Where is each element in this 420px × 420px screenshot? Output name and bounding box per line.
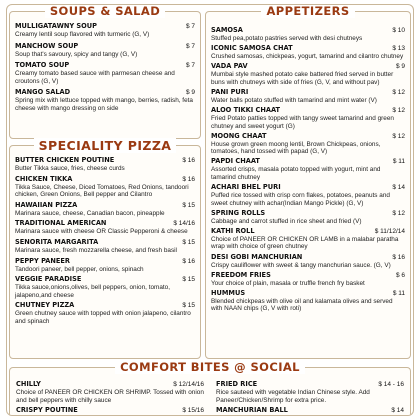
menu-item-price: $ 14 [391, 407, 404, 415]
comfort-column-left [16, 380, 204, 416]
menu-item-price: $ 12/14/16 [173, 381, 204, 388]
menu-item [211, 157, 405, 181]
menu-item [15, 301, 195, 325]
menu-item-name: SPRING ROLLS [211, 208, 266, 217]
menu-item [211, 62, 405, 86]
menu-item-name: FRIED RICE [216, 380, 258, 388]
menu-item-price: $ 11 [392, 158, 405, 166]
menu-item [211, 26, 405, 43]
menu-item-price: $ 12 [392, 132, 405, 140]
menu-item-description: Creamy tomato based sauce with parmesan cheese and croutons (G, V) [15, 70, 175, 85]
menu-item-name: ACHARI BHEL PURI [211, 183, 281, 192]
menu-item-header [16, 380, 204, 389]
menu-item-header [211, 183, 405, 192]
menu-item-name: VADA PAV [211, 62, 248, 71]
menu-item-name: MULLIGATAWNY SOUP [15, 22, 97, 30]
section-heading: SOUPS & SALAD [10, 4, 200, 18]
menu-item-description: Puffed rice tossed with crisp corn flakes, potatoes, peanuts and sweet chutney with achar(Indian Mango Pickle) (G, V) [211, 192, 390, 207]
menu-item-price: $ 11/12/14 [374, 227, 405, 235]
menu-item-header [211, 62, 405, 71]
menu-item-name: TRADITIONAL AMERICAN [15, 219, 107, 228]
section-heading: SPECIALITY PIZZA [10, 138, 200, 153]
menu-item [211, 106, 405, 130]
menu-item-description: Cabbage and carrot stuffed in rice sheet and fried (V) [211, 217, 362, 225]
menu-item-price: $ 16 [182, 175, 195, 183]
menu-item-name: VEGGIE PARADISE [15, 275, 82, 284]
menu-item-price: $ 15 [182, 302, 195, 310]
menu-item-header [15, 61, 195, 70]
item-list [211, 26, 405, 314]
menu-item-header [211, 253, 405, 262]
menu-item [211, 289, 405, 313]
menu-item [15, 219, 195, 236]
menu-item-description: Water balls potato stuffed with tamarind and mint water (V) [211, 96, 377, 104]
menu-item-header [211, 88, 405, 97]
menu-item [15, 88, 195, 112]
menu-item-header [211, 157, 405, 166]
comfort-columns [16, 380, 404, 416]
menu-item-description: Blended chickpeas with olive oil and kalamata olives and served with NAAN chips (G, V with roti) [211, 297, 393, 313]
menu-item-name: HUMMUS [211, 288, 246, 297]
menu-item-price: $ 12 [392, 88, 405, 96]
menu-item-description: Crushed samosas, chickpeas, yogurt, tamarind and cilantro chutney [211, 53, 404, 61]
menu-item-name: CRISPY POUTINE [16, 406, 78, 415]
menu-item-price: $ 12 [392, 106, 405, 114]
menu-item-price: $ 9 [395, 63, 405, 71]
menu-item-description: Marinara sauce, cheese, Canadian bacon, pineapple [15, 209, 165, 217]
menu-item-description: Marinara sauce with cheese OR Classic Pepperoni & cheese [15, 228, 188, 236]
menu-item-price: $ 7 [185, 23, 195, 30]
menu-item-price: $ 16 [182, 257, 195, 265]
menu-item-price: $ 9 [185, 89, 195, 97]
menu-item-price: $ 15/16 [182, 407, 204, 415]
menu-item-description: Spring mix with lettuce topped with mango, berries, radish, feta cheese with mango dressing on side [15, 97, 193, 112]
menu-item-header [15, 156, 195, 165]
menu-item-price: $ 15 [182, 201, 195, 209]
menu-item-description: Soup that's savoury, spicy and tangy (G, V) [15, 50, 138, 58]
menu-item-price: $ 15 [182, 276, 195, 284]
section-heading: APPETIZERS [206, 4, 410, 18]
menu-item-header [15, 201, 195, 210]
menu-item-header [211, 26, 405, 35]
menu-item [216, 380, 404, 404]
section-heading: COMFORT BITES @ SOCIAL [10, 360, 410, 374]
menu-item-price: $ 16 [182, 157, 195, 164]
menu-item [15, 156, 195, 173]
menu-item-price: $ 7 [185, 42, 195, 50]
menu-item [211, 253, 405, 270]
menu-item [211, 132, 405, 156]
menu-item-header [16, 406, 204, 415]
menu-item-name: CHUTNEY PIZZA [15, 301, 75, 310]
menu-item-name: PAPDI CHAAT [211, 157, 260, 166]
menu-item-price: $ 15 [182, 238, 195, 246]
menu-item [15, 238, 195, 255]
menu-item-name: CHILLY [16, 380, 41, 388]
menu-item-description: Creamy lentil soup flavored with turmeric (G, V) [15, 31, 150, 38]
menu-item-price: $ 16 [392, 253, 405, 261]
menu-item [15, 61, 195, 85]
menu-item-header [211, 106, 405, 115]
menu-item [15, 201, 195, 218]
menu-item-description: Crispy cauliflower with sweet & tangy manchurian sauce. (G, V) [211, 261, 391, 269]
menu-item-name: PEPPY PANEER [15, 256, 71, 265]
menu-item-price: $ 7 [185, 62, 195, 70]
menu-item-description: Stuffed pea,potato pastries served with desi chutneys [211, 35, 363, 42]
soups-salad-section [9, 4, 201, 139]
menu-item-name: MOONG CHAAT [211, 131, 267, 140]
menu-item-header [211, 44, 405, 53]
menu-item-name: KATHI ROLL [211, 226, 255, 235]
menu-item [15, 175, 195, 199]
appetizers-section [205, 4, 411, 359]
menu-item-header [15, 257, 195, 266]
menu-item [15, 22, 195, 39]
menu-item-header [211, 227, 405, 236]
menu-item-header [15, 22, 195, 31]
menu-item-description: Assorted crisps, masala potato topped with yogurt, mint and tamarind chutney [211, 166, 381, 181]
menu-item-name: SAMOSA [211, 26, 243, 34]
menu-item-header [211, 209, 405, 218]
menu-item-header [15, 175, 195, 184]
menu-item-name: HAWAIIAN PIZZA [15, 200, 78, 209]
menu-page [6, 4, 414, 416]
menu-item-price: $ 14 [392, 184, 405, 192]
menu-item-name: SENORITA MARGARITA [15, 237, 99, 246]
menu-item-name: MANCHURIAN BALL [216, 406, 288, 415]
menu-item-description: Mumbai style mashed potato cake battered fried served in butter buns with chutneys with side of fries (G, V, and without pav) [211, 71, 394, 86]
menu-item-price: $ 11 [392, 289, 405, 297]
menu-item-price: $ 14 - 16 [378, 381, 404, 388]
menu-item-description: Tikka sauce,onions,olives, bell peppers, onion, tomato, jalapeno,and cheese [15, 284, 171, 299]
menu-item-header [15, 88, 195, 97]
menu-item-name: BUTTER CHICKEN POUTINE [15, 156, 115, 164]
menu-item-header [216, 380, 404, 389]
menu-item [211, 209, 405, 226]
menu-item-name: ICONIC SAMOSA CHAT [211, 44, 293, 53]
menu-item-header [211, 271, 405, 280]
menu-item-header [15, 275, 195, 284]
menu-item-header [211, 289, 405, 298]
menu-item-description: Choice of PANEER OR CHICKEN OR SHRIMP. Tossed with onion and bell peppers with chilly sauce [16, 389, 204, 404]
menu-item [211, 227, 405, 251]
menu-item-price: $ 12 [392, 209, 405, 217]
menu-item [211, 44, 405, 61]
item-list [15, 22, 195, 116]
menu-item-header [211, 132, 405, 141]
menu-item-price: $ 10 [392, 27, 405, 34]
menu-item-name: FREEDOM FRIES [211, 270, 271, 279]
menu-item [211, 88, 405, 105]
menu-item-header [15, 219, 195, 228]
menu-item-name: TOMATO SOUP [15, 61, 70, 70]
comfort-column-right [216, 380, 404, 416]
menu-item-name: PANI PURI [211, 87, 249, 96]
menu-item-description: Rice sauteed with vegetable Indian Chinese style. Add Paneer/Chicken/Shrimp for extra price. [216, 389, 370, 404]
menu-item [211, 271, 405, 288]
menu-item-description: Green chutney sauce with topped with onion jalapeno, cilantro and spinach [15, 310, 191, 325]
menu-item-name: DESI GOBI MANCHURIAN [211, 252, 303, 261]
menu-item-description: Marinara sauce, fresh mozzarella cheese, and fresh basil [15, 246, 177, 254]
menu-item-header [216, 406, 404, 415]
menu-item-price: $ 14/16 [173, 220, 195, 228]
speciality-pizza-section [9, 138, 201, 359]
menu-item-description: Tandoori paneer, bell pepper, onions, spinach [15, 265, 144, 273]
menu-item-description: House grown green moong lentil, Brown Chickpeas, onions, tomatoes, hand tossed with papad (G, V) [211, 140, 381, 156]
menu-item-price: $ 13 [392, 45, 405, 53]
menu-item-description: Fried Potato patties topped with tangy sweet tamarind and green chutney and sweet yogurt (G) [211, 114, 394, 130]
menu-item-name: CHICKEN TIKKA [15, 174, 73, 183]
menu-item [15, 275, 195, 299]
menu-item [15, 257, 195, 274]
menu-item-header [15, 238, 195, 247]
menu-item-description: Tikka Sauce, Cheese, Diced Tomatoes, Red Onions, tandoori chicken, Green Onions, Bell pepper and Cilantro [15, 183, 189, 199]
item-list [15, 156, 195, 328]
comfort-bites-section [9, 360, 411, 416]
menu-item [15, 42, 195, 59]
menu-item-name: ALOO TIKKI CHAAT [211, 105, 281, 114]
menu-item [211, 183, 405, 207]
menu-item-header [15, 301, 195, 310]
menu-item [216, 406, 404, 415]
menu-item [16, 406, 204, 415]
menu-item-name: MANGO SALAD [15, 88, 71, 97]
menu-item-description: Choice of PANEER OR CHICKEN OR LAMB in a malabar paratha wrap with choice of green chutney [211, 235, 399, 251]
menu-item-description: Your choice of plain, masala or truffle french fry basket [211, 279, 365, 287]
menu-item-name: MANCHOW SOUP [15, 41, 79, 50]
menu-item [16, 380, 204, 404]
menu-item-price: $ 6 [395, 271, 405, 279]
menu-item-description: Butter Tikka sauce, fries, cheese curds [15, 165, 125, 172]
menu-item-header [15, 42, 195, 51]
